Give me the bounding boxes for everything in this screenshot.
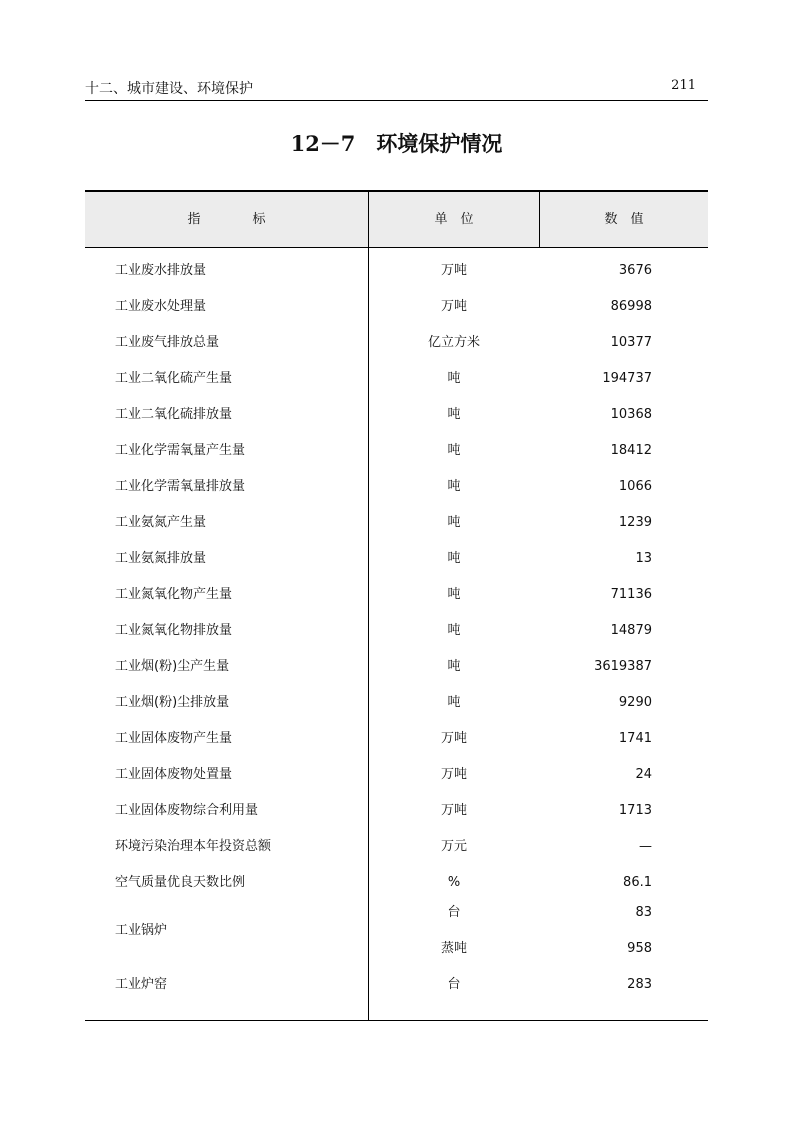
row-unit: 台 [447, 905, 461, 920]
row-unit: 吨 [447, 407, 461, 422]
row-value: 13 [635, 551, 652, 566]
row-value: 14879 [610, 623, 652, 638]
row-value: 283 [627, 977, 652, 992]
row-value: 86.1 [623, 875, 652, 890]
header-unit: 单 位 [434, 212, 474, 227]
row-value: 958 [627, 941, 652, 956]
row-unit: 万元 [440, 839, 467, 854]
row-unit: 蒸吨 [440, 941, 467, 956]
row-unit: 万吨 [440, 803, 467, 818]
row-value: 10377 [610, 335, 652, 350]
row-value: 1239 [618, 515, 652, 530]
row-name: 工业烟(粉)尘排放量 [115, 695, 230, 710]
row-unit: 万吨 [440, 299, 467, 314]
row-unit: 吨 [447, 587, 461, 602]
row-name: 工业废水处理量 [115, 299, 207, 314]
row-name: 工业锅炉 [115, 923, 168, 938]
row-value: 10368 [610, 407, 652, 422]
row-name: 工业二氧化硫排放量 [115, 407, 233, 422]
row-name: 工业化学需氧量排放量 [115, 479, 246, 494]
row-value: 1713 [618, 803, 652, 818]
page-number: 211 [671, 78, 696, 93]
row-unit: 万吨 [440, 263, 467, 278]
row-value: 1066 [618, 479, 652, 494]
row-name: 工业二氧化硫产生量 [115, 371, 233, 386]
row-unit: 吨 [447, 515, 461, 530]
row-value: 194737 [602, 371, 652, 386]
row-name: 工业废水排放量 [115, 263, 207, 278]
row-name: 工业固体废物处置量 [115, 767, 233, 782]
data-table [85, 190, 708, 1021]
row-unit: 万吨 [440, 767, 467, 782]
header-rule [85, 100, 708, 101]
row-name: 工业氨氮产生量 [115, 515, 207, 530]
row-unit: 万吨 [440, 731, 467, 746]
row-value: 24 [635, 767, 652, 782]
running-header [85, 78, 708, 100]
row-name: 工业烟(粉)尘产生量 [115, 659, 230, 674]
row-name: 工业氮氧化物产生量 [115, 587, 233, 602]
table-title: 12－7 环境保护情况 [290, 131, 503, 156]
row-value: 71136 [610, 587, 652, 602]
row-value: 3676 [618, 263, 652, 278]
row-name: 空气质量优良天数比例 [115, 875, 246, 890]
row-value: — [639, 839, 652, 854]
row-unit: % [447, 875, 461, 890]
row-name: 工业固体废物综合利用量 [115, 803, 259, 818]
row-unit: 吨 [447, 659, 461, 674]
row-name: 环境污染治理本年投资总额 [115, 839, 272, 854]
row-unit: 吨 [447, 551, 461, 566]
row-unit: 吨 [447, 695, 461, 710]
row-name: 工业固体废物产生量 [115, 731, 233, 746]
row-value: 83 [635, 905, 652, 920]
row-value: 1741 [618, 731, 652, 746]
row-unit: 吨 [447, 623, 461, 638]
row-value: 3619387 [594, 659, 652, 674]
row-unit: 吨 [447, 371, 461, 386]
row-value: 18412 [610, 443, 652, 458]
header-value: 数 值 [604, 212, 644, 227]
row-unit: 台 [447, 977, 461, 992]
section-title: 十二、城市建设、环境保护 [85, 81, 253, 97]
table-header-rule [85, 247, 708, 248]
row-name: 工业炉窑 [115, 977, 168, 992]
row-unit: 吨 [447, 479, 461, 494]
table-bottom-rule [85, 1020, 708, 1021]
row-name: 工业氮氧化物排放量 [115, 623, 233, 638]
row-value: 86998 [610, 299, 652, 314]
row-unit: 吨 [447, 443, 461, 458]
row-name: 工业化学需氧量产生量 [115, 443, 246, 458]
row-unit: 亿立方米 [427, 335, 480, 350]
row-name: 工业氨氮排放量 [115, 551, 207, 566]
row-value: 9290 [618, 695, 652, 710]
row-name: 工业废气排放总量 [115, 335, 220, 350]
header-indicator: 指 标 [187, 212, 266, 227]
